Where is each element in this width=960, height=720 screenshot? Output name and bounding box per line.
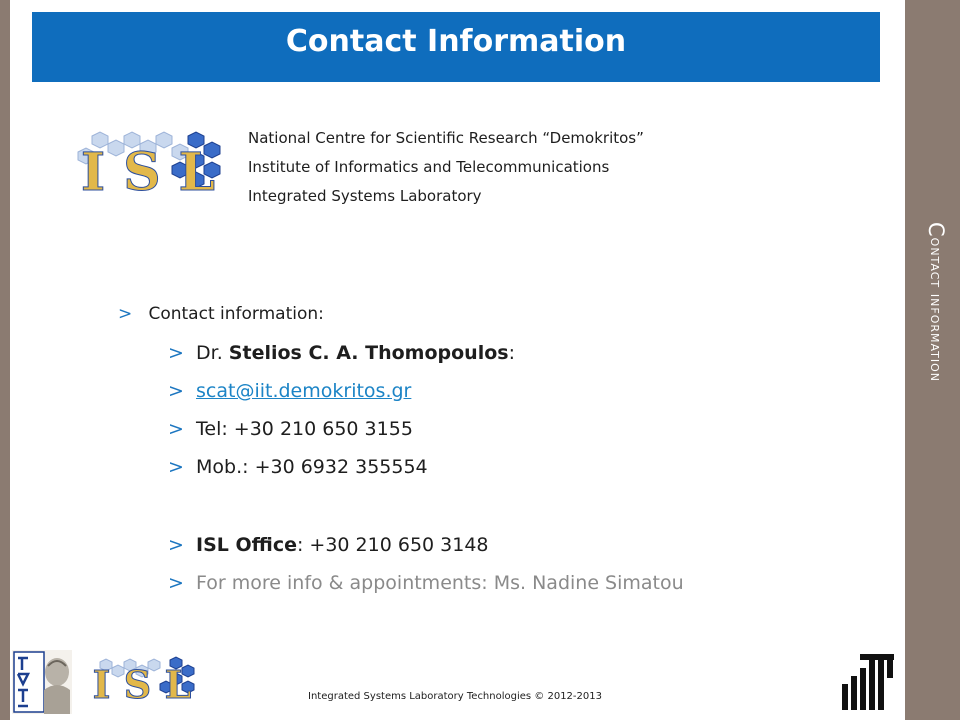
- slide-title: Contact Information: [285, 24, 627, 59]
- more-info-item: [168, 572, 684, 594]
- logo-letter: I: [80, 142, 106, 203]
- contact-name-item: > Dr. Stelios C. A. Thomopoulos:: [168, 342, 515, 364]
- chevron-bullet-icon: >: [168, 572, 184, 594]
- demokritos-logo-icon: [12, 650, 72, 714]
- logo-letter: S: [123, 142, 161, 203]
- iit-logo-icon: [838, 650, 896, 712]
- left-frame-strip: [0, 0, 10, 720]
- contact-email-item: [168, 380, 411, 402]
- title-bar: [32, 12, 880, 82]
- more-info-text: For more info & appointments: Ms. Nadine Simatou: [196, 572, 684, 594]
- isl-logo-small-icon: [86, 654, 198, 714]
- telephone-number: Tel: +30 210 650 3155: [196, 418, 413, 440]
- laboratory-name: Integrated Systems Laboratory: [248, 187, 482, 205]
- organization-block: [248, 124, 644, 211]
- mobile-number: Mob.: +30 6932 355554: [196, 456, 428, 478]
- chevron-bullet-icon: >: [168, 342, 184, 364]
- logo-letter: I: [92, 662, 111, 707]
- organization-name: National Centre for Scientific Research “Demokritos”: [248, 129, 644, 147]
- contact-tel-item: [168, 418, 413, 440]
- office-label: ISL Office: [196, 534, 297, 556]
- isl-logo-icon: [72, 126, 224, 212]
- office-item: [168, 534, 489, 556]
- contact-name: Stelios C. A. Thomopoulos: [228, 342, 509, 364]
- logo-letter: L: [178, 142, 216, 203]
- contact-heading: Contact information:: [148, 304, 324, 324]
- footer-copyright: Integrated Systems Laboratory Technologies © 2012-2013: [308, 691, 602, 702]
- logo-letter: L: [164, 662, 192, 707]
- chevron-bullet-icon: >: [168, 380, 184, 402]
- side-section-title: Contact information: [924, 222, 948, 383]
- chevron-bullet-icon: >: [168, 418, 184, 440]
- logo-letter: S: [123, 662, 152, 707]
- contact-heading-item: [118, 304, 324, 324]
- institute-name: Institute of Informatics and Telecommunications: [248, 158, 610, 176]
- office-number: : +30 210 650 3148: [296, 534, 489, 556]
- contact-mobile-item: [168, 456, 428, 478]
- email-link[interactable]: scat@iit.demokritos.gr: [196, 380, 412, 402]
- chevron-bullet-icon: >: [168, 456, 184, 478]
- chevron-bullet-icon: >: [168, 534, 184, 556]
- chevron-bullet-icon: >: [118, 304, 133, 324]
